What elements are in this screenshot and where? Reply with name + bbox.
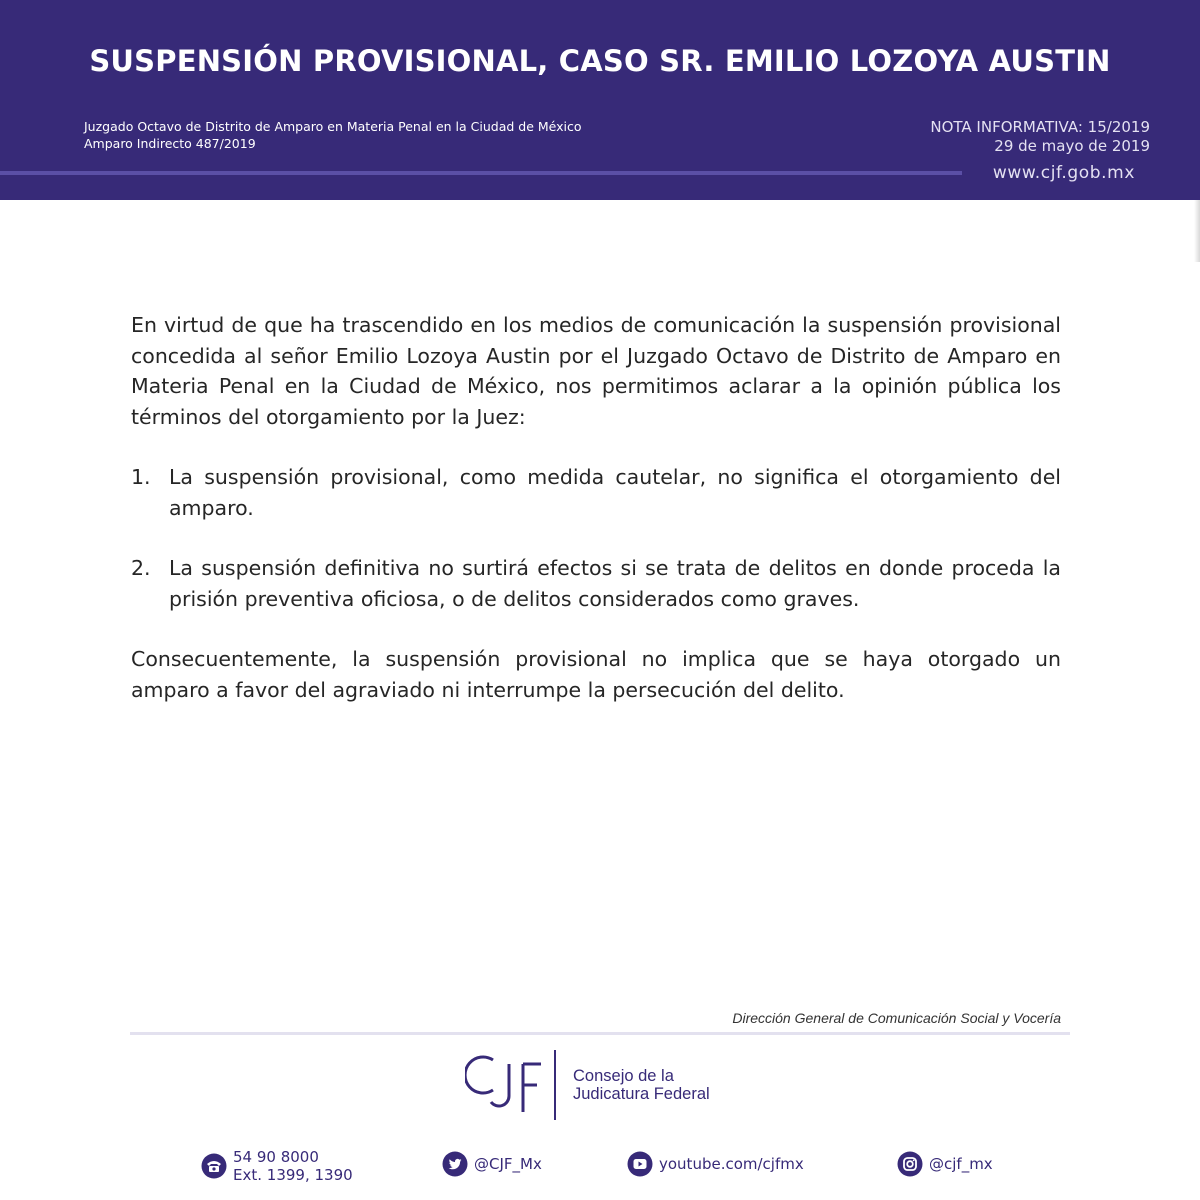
list-item-text: La suspensión provisional, como medida cautelar, no significa el otorgamiento del amparo. bbox=[169, 465, 1061, 520]
note-date: 29 de mayo de 2019 bbox=[994, 137, 1150, 155]
contact-bar bbox=[0, 1145, 1200, 1190]
phone-numbers bbox=[233, 1148, 353, 1184]
page-title: SUSPENSIÓN PROVISIONAL, CASO SR. EMILIO LOZOYA AUSTIN bbox=[89, 44, 1111, 78]
department-signature: Dirección General de Comunicación Social y Vocería bbox=[732, 1010, 1061, 1026]
instagram-icon bbox=[897, 1151, 923, 1177]
twitter-handle: @CJF_Mx bbox=[474, 1155, 542, 1173]
contact-phone[interactable] bbox=[201, 1148, 353, 1184]
twitter-icon bbox=[442, 1151, 468, 1177]
logo-line-2: Judicatura Federal bbox=[573, 1085, 710, 1103]
header-banner bbox=[0, 0, 1200, 200]
contact-instagram[interactable] bbox=[897, 1151, 993, 1177]
contact-twitter[interactable] bbox=[442, 1151, 542, 1177]
list-item bbox=[131, 462, 1061, 523]
phone-extension: Ext. 1399, 1390 bbox=[233, 1166, 353, 1184]
footer-divider bbox=[130, 1032, 1070, 1035]
phone-icon bbox=[201, 1153, 227, 1179]
conclusion-paragraph: Consecuentemente, la suspensión provisional no implica que se haya otorgado un amparo a favor del agraviado ni interrumpe la persecución del delito. bbox=[131, 647, 1061, 702]
case-number: Amparo Indirecto 487/2019 bbox=[84, 136, 256, 151]
header-divider bbox=[0, 171, 962, 175]
website-link[interactable]: www.cjf.gob.mx bbox=[992, 163, 1135, 183]
list-item-number: 2. bbox=[131, 556, 151, 580]
logo-lettering: CJF bbox=[465, 1050, 467, 1051]
logo-text bbox=[573, 1067, 710, 1103]
phone-number: 54 90 8000 bbox=[233, 1148, 319, 1166]
list-item-text: La suspensión definitiva no surtirá efectos si se trata de delitos en donde proceda la prisión preventiva oficiosa, o de delitos considerados como graves. bbox=[169, 556, 1061, 611]
page-fold-shadow bbox=[1194, 200, 1200, 262]
youtube-channel: youtube.com/cjfmx bbox=[659, 1155, 804, 1173]
document-body bbox=[131, 310, 1061, 705]
court-name: Juzgado Octavo de Distrito de Amparo en Materia Penal en la Ciudad de México bbox=[84, 119, 582, 134]
note-number: NOTA INFORMATIVA: 15/2019 bbox=[930, 118, 1150, 136]
logo-line-1: Consejo de la bbox=[573, 1067, 674, 1085]
contact-youtube[interactable] bbox=[627, 1151, 804, 1177]
intro-paragraph: En virtud de que ha trascendido en los medios de comunicación la suspensión provisional concedida al señor Emilio Lozoya Austin por el Juzgado Octavo de Distrito de Amparo en Materia Penal en la Ciudad de México, nos permitimos aclarar a la opinión pública los términos del otorgamiento por la Juez: bbox=[131, 313, 1061, 429]
logo-divider bbox=[554, 1050, 556, 1120]
list-item-number: 1. bbox=[131, 465, 151, 489]
cjf-logo bbox=[465, 1050, 765, 1122]
cjf-logo-mark bbox=[465, 1050, 547, 1120]
youtube-icon bbox=[627, 1151, 653, 1177]
list-item bbox=[131, 553, 1061, 614]
court-info bbox=[84, 118, 582, 152]
instagram-handle: @cjf_mx bbox=[929, 1155, 993, 1173]
note-info bbox=[930, 118, 1150, 156]
